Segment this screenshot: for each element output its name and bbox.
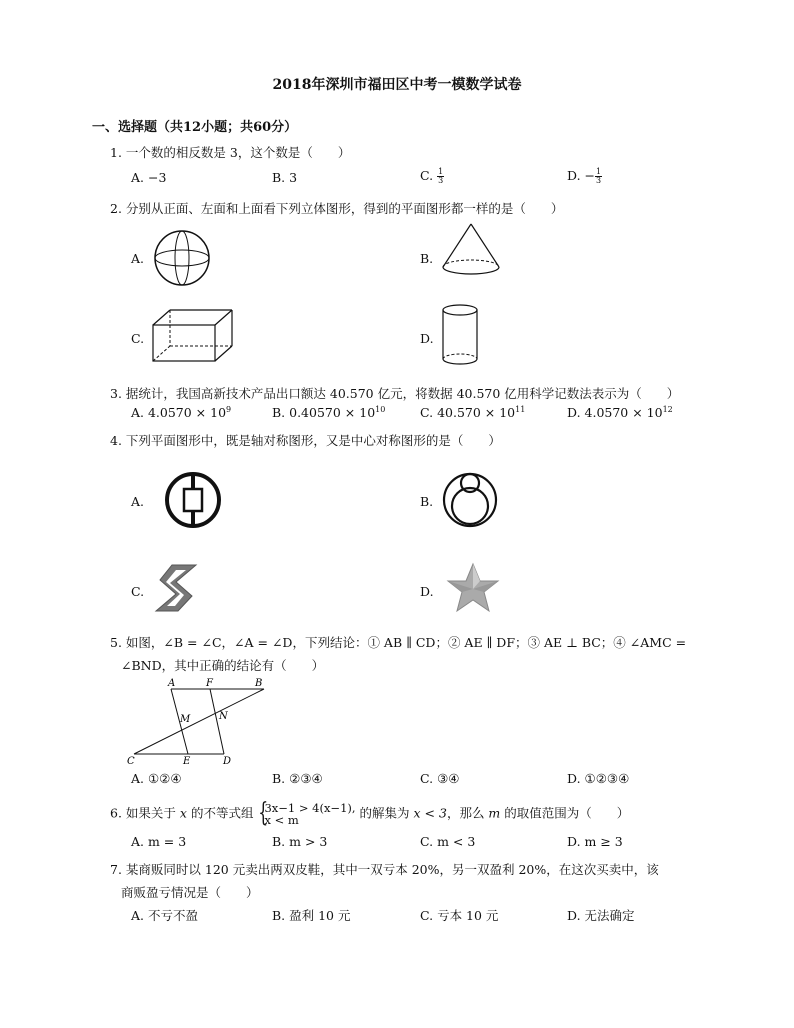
cylinder-icon (440, 302, 480, 368)
point-c-label: C (127, 756, 135, 767)
question-text: 下列平面图形中，既是轴对称图形，又是中心对称图形的是（ ） (125, 433, 501, 448)
point-b-label: B (255, 678, 263, 689)
question-1 (110, 143, 350, 161)
question-text: 如图，∠B = ∠C，∠A = ∠D，下列结论：① AB ∥ CD；② AE ∥ DF；③ AE ⊥ BC；④ ∠AMC = (125, 635, 687, 650)
question-number: 1. (110, 145, 122, 160)
question-text: 分别从正面、左面和上面看下列立体图形，得到的平面图形都一样的是（ ） (125, 201, 564, 216)
option-d: D. ①②③④ (567, 771, 630, 786)
option-c: C. ③④ (420, 771, 460, 786)
question-4 (110, 431, 501, 449)
option-b: B. 3 (272, 170, 298, 185)
question-text: 某商贩同时以 120 元卖出两双皮鞋，其中一双亏本 20%，另一双盈利 20%，在这次买卖中，该 (125, 862, 659, 877)
option-a: A. m = 3 (131, 834, 187, 849)
option-c-label: C. (131, 331, 145, 346)
option-d-label: D. (420, 584, 434, 599)
option-c: C. m < 3 (420, 834, 476, 849)
point-f-label: F (206, 678, 213, 689)
point-n-label: N (219, 711, 228, 722)
option-c: C. $40.570 \times 10^{11}$ (420, 405, 526, 421)
sphere-icon (152, 228, 212, 288)
point-a-label: A (168, 678, 176, 689)
point-e-label: E (183, 756, 191, 767)
point-d-label: D (223, 756, 232, 767)
section-heading: 一、选择题（共12小题；共60分） (92, 120, 298, 135)
question-number: 4. (110, 433, 122, 448)
page-title: 2018年深圳市福田区中考一模数学试卷 (272, 77, 522, 93)
option-c: C. $\frac{1}{3}$ (420, 167, 444, 185)
option-a: A. ①②④ (131, 771, 182, 786)
question-2 (110, 199, 563, 217)
option-b: B. 盈利 10 元 (272, 908, 351, 923)
option-a: A. 不亏不盈 (131, 908, 198, 923)
option-a-label: A. (131, 494, 145, 509)
option-a: A. $4.0570 \times 10^9$ (131, 405, 232, 421)
question-3 (110, 384, 679, 402)
question-text: 据统计，我国高新技术产品出口额达 40.570 亿元，将数据 40.570 亿用科学记数法表示为（ ） (125, 386, 680, 401)
option-d-label: D. (420, 331, 434, 346)
question-5-line-1 (110, 633, 686, 651)
question-7-line-1 (110, 860, 659, 878)
cuboid-icon (150, 307, 236, 365)
question-7-line-2: 商贩盈亏情况是（ ） (121, 885, 259, 900)
cone-icon (440, 222, 502, 278)
inequality-system: { 3x−1 > 4(x−1), x < m (258, 798, 356, 828)
option-b: B. m > 3 (272, 834, 328, 849)
question-number: 3. (110, 386, 122, 401)
nested-circles-icon (442, 468, 498, 530)
question-number: 2. (110, 201, 122, 216)
star-icon (446, 562, 500, 614)
point-m-label: M (180, 714, 191, 725)
option-c-label: C. (131, 584, 145, 599)
option-b: B. ②③④ (272, 771, 323, 786)
option-d: D. 无法确定 (567, 908, 635, 923)
option-b: B. $0.40570 \times 10^{10}$ (272, 405, 386, 421)
option-b-label: B. (420, 494, 434, 509)
question-6: 6. 如果关于 x 的不等式组 { 3x−1 > 4(x−1), x < m 的解集为 x < 3，那么 m 的取值范围为（ ） (110, 798, 630, 828)
question-text: 一个数的相反数是 3，这个数是（ ） (125, 145, 351, 160)
option-d: D. m ≥ 3 (567, 834, 623, 849)
question-number: 5. (110, 635, 122, 650)
option-a: A. −3 (131, 170, 167, 185)
option-d: D. − $\frac{1}{3}$ (567, 167, 602, 185)
question-5-line-2: ∠BND，其中正确的结论有（ ） (121, 658, 325, 673)
question-number: 6. (110, 805, 122, 821)
option-a-label: A. (131, 251, 145, 266)
s-logo-icon (152, 562, 204, 614)
circle-square-icon (162, 470, 224, 530)
option-c: C. 亏本 10 元 (420, 908, 499, 923)
question-number: 7. (110, 862, 122, 877)
option-d: D. $4.0570 \times 10^{12}$ (567, 405, 673, 421)
option-b-label: B. (420, 251, 434, 266)
geometry-figure (124, 674, 274, 768)
